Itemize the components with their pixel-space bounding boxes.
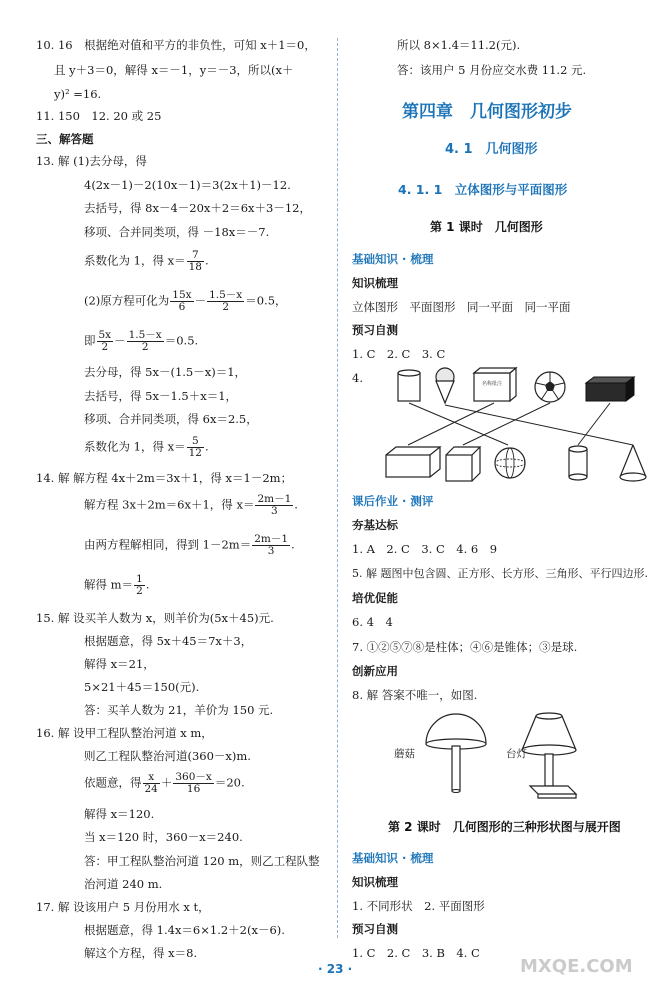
q13-l4: 系数化为 1，得 x＝ $\frac{7}{18}$ .	[84, 249, 209, 273]
r-line2: 答：该用户 5 月份应交水费 11.2 元.	[397, 63, 587, 77]
lamp-icon	[522, 713, 576, 798]
q16-l2: 依题意，得 $\frac{x}{24}$ ＋ $\frac{360-x}{16}$ ＝20.	[84, 771, 245, 795]
page-number: · 23 ·	[318, 962, 353, 976]
box-label: 名称批注	[481, 381, 503, 387]
q13-l5: (2)原方程可化为 $\frac{15x}{6}$ － $\frac{1.5-x}{2}$ ＝0.5，	[84, 289, 287, 313]
peiyou-label: 培优促能	[352, 591, 398, 605]
q13-l2: 去括号，得 8x－4－20x＋2＝6x＋3－12，	[84, 201, 311, 215]
zhishi-answer-1: 立体图形 平面图形 同一平面 同一平面	[352, 300, 571, 314]
chapter-title: 第四章 几何图形初步	[402, 102, 572, 122]
q16-l1: 则乙工程队整治河道(360－x)m.	[84, 749, 251, 763]
q14-l1: 解方程 3x＋2m＝6x＋1，得 x＝ $\frac{2m-1}{3}$ .	[84, 493, 298, 517]
q10-line2: 且 y＋3＝0，解得 x＝－1，y＝－3，所以(x＋	[54, 63, 294, 77]
q14-head: 14. 解 解方程 4x＋2m＝3x＋1，得 x＝1－2m；	[36, 471, 293, 485]
chuangxin-label: 创新应用	[352, 664, 398, 678]
mushroom-label: 蘑菇	[394, 748, 415, 760]
q4-label: 4.	[352, 371, 363, 385]
cup-icon	[398, 370, 420, 401]
q13-l9: 移项、合并同类项，得 6x＝2.5，	[84, 412, 258, 426]
q10-line1: 10. 16 根据绝对值和平方的非负性，可知 x＋1＝0，	[36, 38, 316, 52]
q17-head: 17. 解 设该用户 5 月份用水 x t，	[36, 900, 210, 914]
q17-l2: 解这个方程，得 x＝8.	[84, 946, 198, 960]
q14-l2: 由两方程解相同，得到 1－2m＝ $\frac{2m-1}{3}$ .	[84, 533, 295, 557]
q6-answer: 6. 4 4	[352, 615, 393, 629]
q13-l6: 即 $\frac{5x}{2}$ － $\frac{1.5-x}{2}$ ＝0.5.	[84, 329, 199, 353]
q15-head: 15. 解 设买羊人数为 x，则羊价为(5x＋45)元.	[36, 611, 274, 625]
cone-icon	[620, 445, 646, 481]
cylinder-icon	[569, 446, 587, 480]
section-4-1: 4. 1 几何图形	[445, 142, 538, 157]
q15-l3: 5×21＋45＝150(元).	[84, 680, 200, 694]
jichu-label-2: 基础知识 · 梳理	[352, 851, 434, 865]
yuxi-answer-1: 1. C 2. C 3. C	[352, 347, 446, 361]
zhishi-answer-2: 1. 不同形状 2. 平面图形	[352, 899, 485, 913]
section-4-1-1: 4. 1. 1 立体图形与平面图形	[398, 182, 568, 197]
mushroom-icon	[426, 714, 486, 793]
q13-l1: 4(2x－1)－2(10x－1)＝3(2x＋1)－12.	[84, 178, 291, 192]
watermark: MXQE.COM	[520, 956, 633, 977]
kehou-label: 课后作业 · 测评	[352, 494, 434, 508]
q15-l2: 解得 x＝21，	[84, 657, 155, 671]
yuxi-label-1: 预习自测	[352, 323, 398, 337]
column-divider	[337, 38, 338, 938]
q14-l3: 解得 m＝ $\frac{1}{2}$ .	[84, 573, 150, 597]
jichu-label-1: 基础知识 · 梳理	[352, 252, 434, 266]
cube-icon	[446, 447, 480, 481]
brick-icon	[586, 377, 634, 401]
q8-answer: 8. 解 答案不唯一，如图.	[352, 688, 478, 702]
sphere-icon	[495, 448, 525, 478]
q16-l3: 解得 x＝120.	[84, 807, 155, 821]
ice-cream-icon	[436, 368, 454, 403]
lesson-2-title: 第 2 课时 几何图形的三种形状图与展开图	[388, 820, 621, 834]
q13-l3: 移项、合并同类项，得 －18x＝－7.	[84, 225, 270, 239]
q13-head: 13. 解 (1)去分母，得	[36, 154, 147, 168]
r-line1: 所以 8×1.4＝11.2(元).	[397, 38, 521, 52]
q5-answer: 5. 解 题图中包含圆、正方形、长方形、三角形、平行四边形.	[352, 567, 648, 580]
q13-l7: 去分母，得 5x－(1.5－x)＝1，	[84, 365, 247, 379]
box-icon	[474, 368, 516, 401]
yuxi-label-2: 预习自测	[352, 922, 398, 936]
football-icon	[535, 372, 565, 402]
q7-answer: 7. ①②⑤⑦⑧是柱体；④⑥是锥体；③是球.	[352, 640, 578, 654]
q8-figure	[380, 710, 620, 805]
q17-l1: 根据题意，得 1.4x＝6×1.2＋2(x－6).	[84, 923, 285, 937]
q15-l1: 根据题意，得 5x＋45＝7x＋3，	[84, 634, 253, 648]
lesson-1-title: 第 1 课时 几何图形	[430, 220, 543, 234]
q11-12: 11. 150 12. 20 或 25	[36, 109, 162, 123]
q13-l10: 系数化为 1，得 x＝ $\frac{5}{12}$ .	[84, 435, 209, 459]
zhishi-label-1: 知识梳理	[352, 276, 398, 290]
yuxi-answer-2: 1. C 2. C 3. B 4. C	[352, 946, 480, 960]
hangji-answer: 1. A 2. C 3. C 4. 6 9	[352, 542, 498, 556]
q15-l4: 答：买羊人数为 21，羊价为 150 元.	[84, 703, 274, 717]
q10-line3: y)² =16.	[54, 87, 102, 101]
q16-l6: 治河道 240 m.	[84, 877, 163, 891]
q16-l4: 当 x＝120 时，360－x＝240.	[84, 830, 243, 844]
zhishi-label-2: 知识梳理	[352, 875, 398, 889]
hangji-label: 夯基达标	[352, 518, 398, 532]
matching-diagram	[378, 365, 668, 485]
q16-head: 16. 解 设甲工程队整治河道 x m，	[36, 726, 213, 740]
cuboid-icon	[386, 447, 440, 477]
q13-l8: 去括号，得 5x－1.5＋x＝1，	[84, 389, 238, 403]
q16-l5: 答：甲工程队整治河道 120 m，则乙工程队整	[84, 854, 320, 868]
section-title: 三、解答题	[36, 132, 94, 146]
lamp-label: 台灯	[506, 748, 527, 760]
